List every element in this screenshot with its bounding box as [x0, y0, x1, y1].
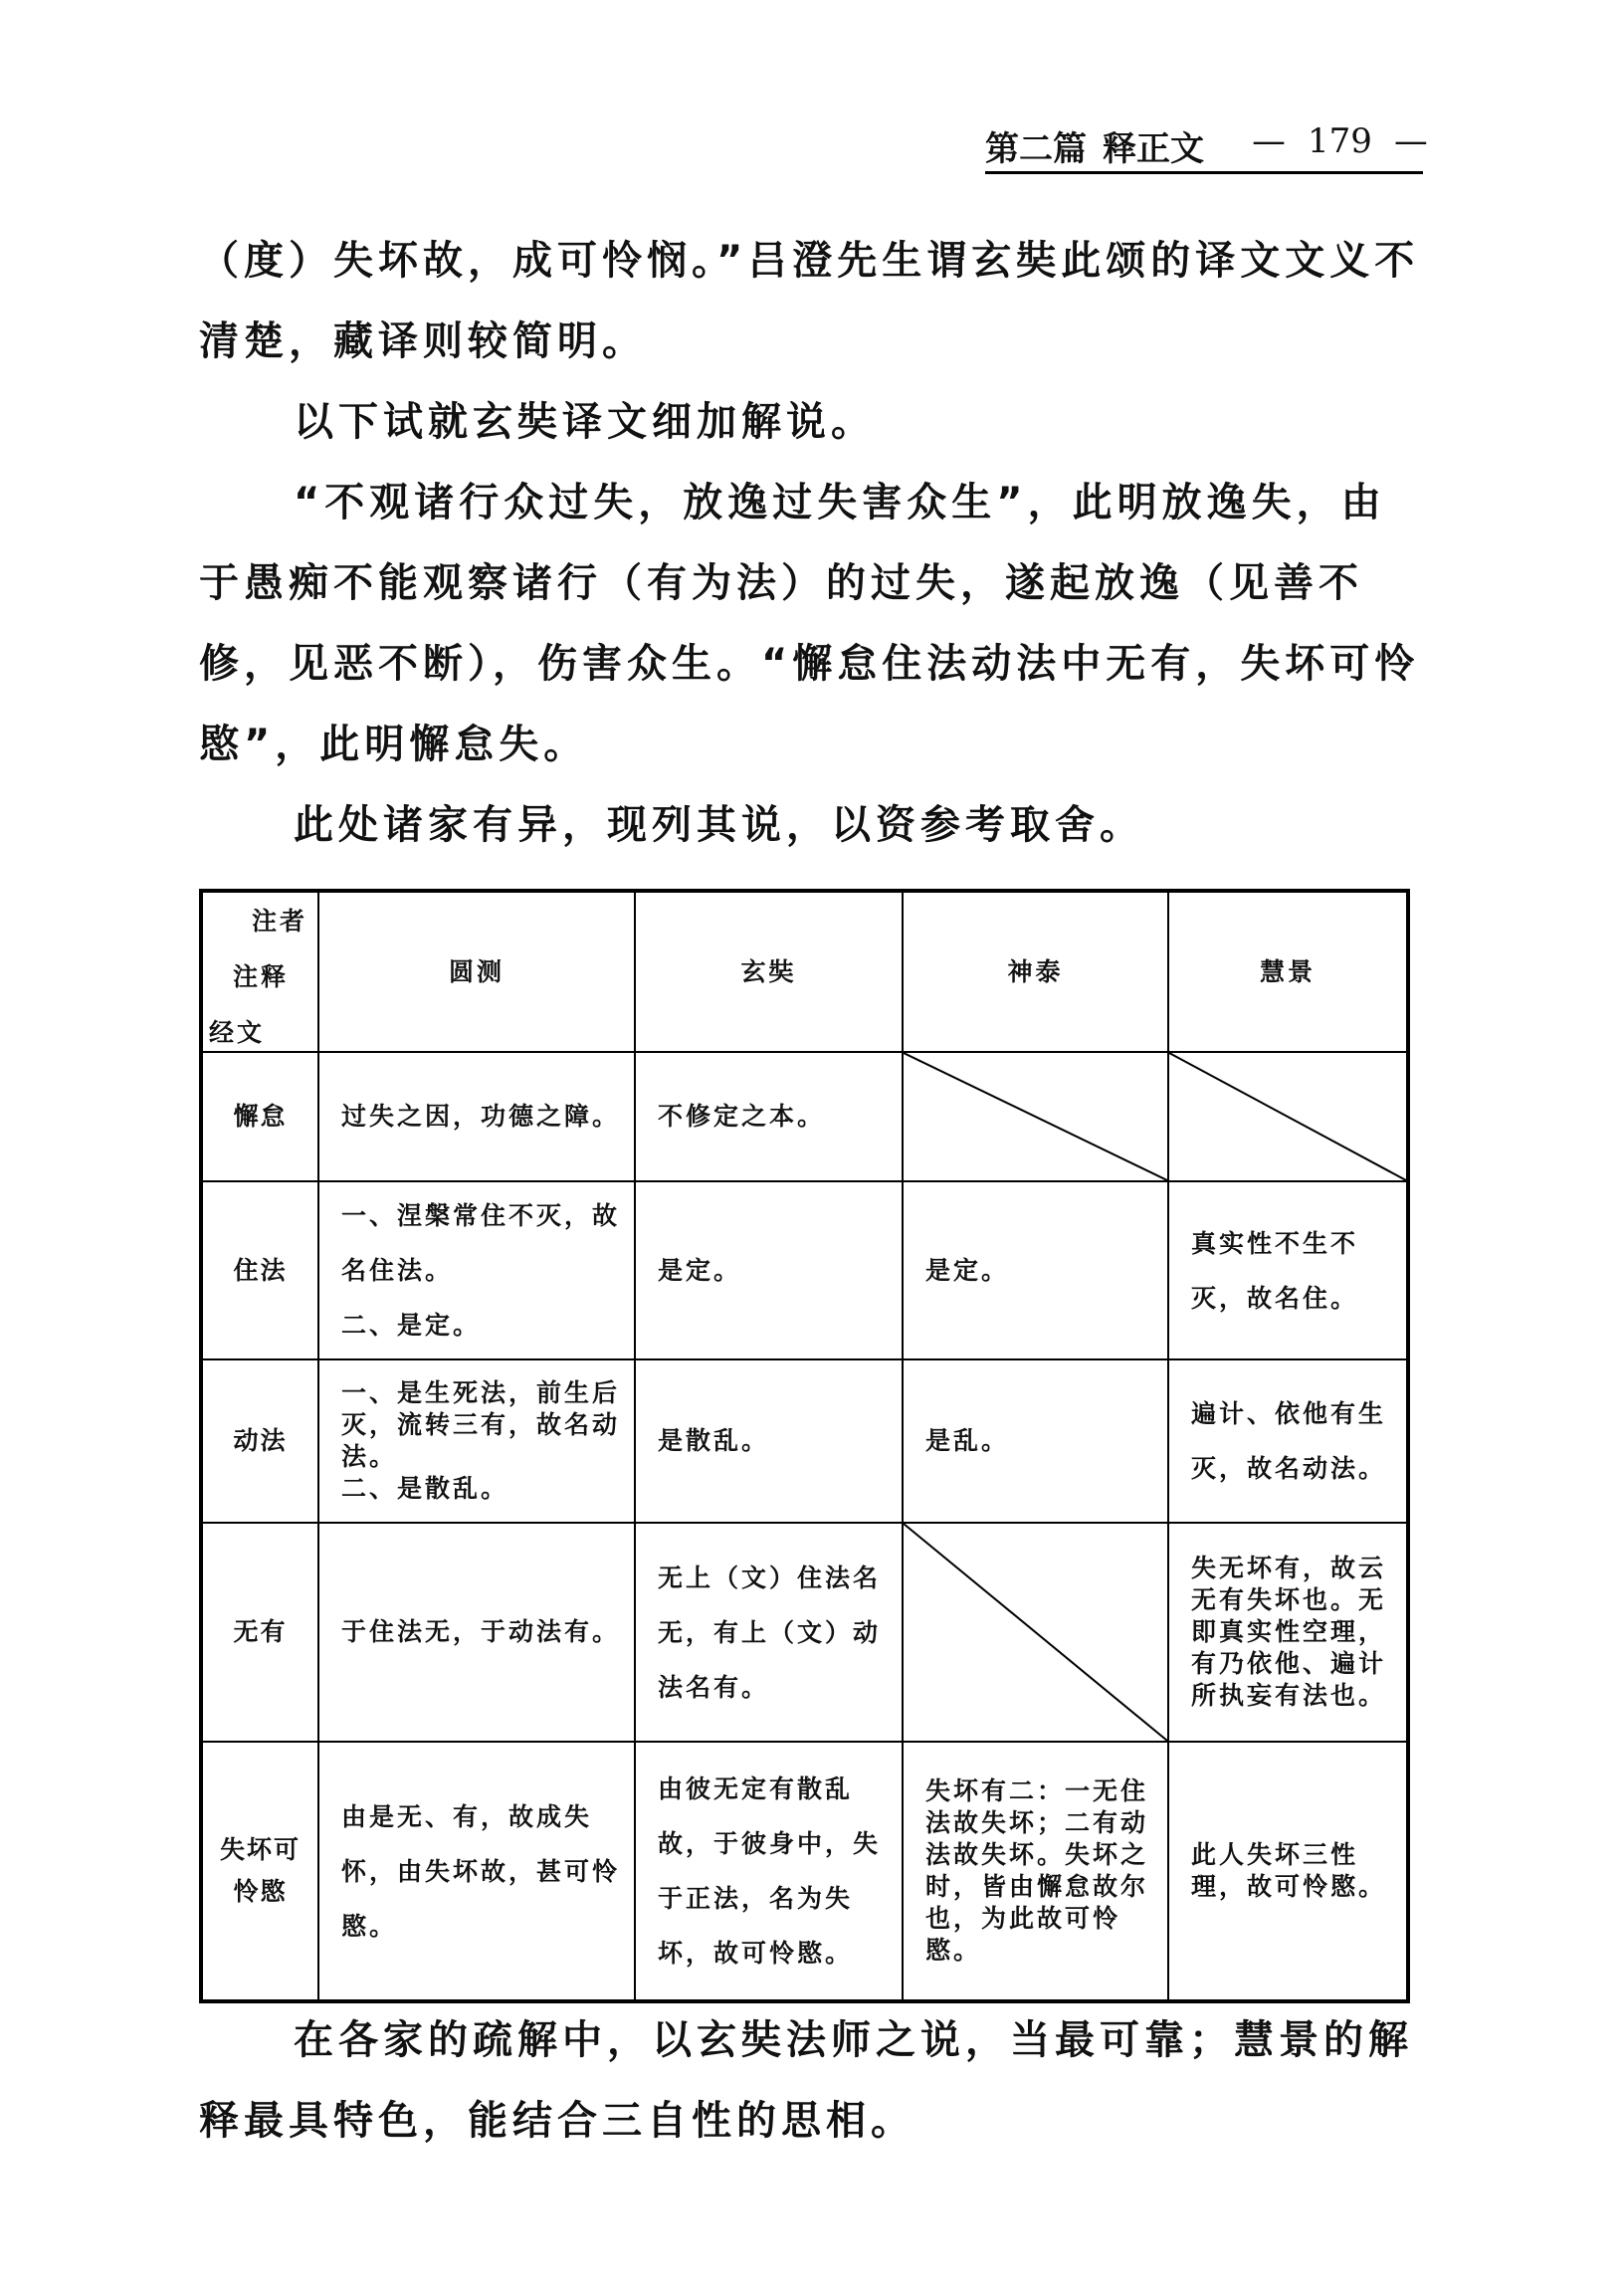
empty-cell-diagonal: [903, 1052, 1168, 1181]
section-title: 释正文: [1103, 129, 1204, 169]
corner-commentator: 注者: [251, 907, 307, 936]
table-cell: 于住法无，于动法有。: [318, 1523, 635, 1742]
table-cell: 是定。: [635, 1181, 903, 1359]
empty-cell-diagonal: [1168, 1052, 1408, 1181]
table-cell: 失坏有二：一无住法故失坏；二有动法故失坏。失坏之时，皆由懈怠故尔也，为此故可怜愍。: [903, 1742, 1168, 2001]
table-cell: 是定。: [903, 1181, 1168, 1359]
corner-annotation: 注释: [233, 962, 290, 991]
diagonal-line: [904, 1524, 1167, 1741]
row-label: 动法: [201, 1359, 318, 1523]
table-cell: 一、是生死法，前生后灭，流转三有，故名动法。 二、是散乱。: [318, 1359, 635, 1523]
table-cell: 一、涅槃常住不灭，故名住法。 二、是定。: [318, 1181, 635, 1359]
column-header: 慧景: [1168, 891, 1408, 1052]
paragraph-2: 以下试就玄奘译文细加解说。: [294, 399, 876, 445]
table-cell: 不修定之本。: [635, 1052, 903, 1181]
running-header: [985, 121, 1428, 171]
table-row: [201, 1181, 1408, 1359]
table-cell: 是乱。: [903, 1359, 1168, 1523]
table-header-row: [201, 891, 1408, 1052]
paragraph-4: 此处诸家有异，现列其说，以资参考取舍。: [294, 802, 1144, 848]
table-cell: 由是无、有，故成失怀，由失坏故，甚可怜愍。: [318, 1742, 635, 2001]
row-label: 无有: [201, 1523, 318, 1742]
column-header: 玄奘: [635, 891, 903, 1052]
page-number: 179: [1308, 121, 1372, 161]
table-cell: 失无坏有，故云无有失坏也。无即真实性空理，有乃依他、遍计所执妄有法也。: [1168, 1523, 1408, 1742]
corner-cell: [201, 891, 318, 1052]
column-header: 神泰: [903, 891, 1168, 1052]
empty-cell-diagonal: [903, 1523, 1168, 1742]
corner-sutra-text: 经文: [209, 1018, 266, 1047]
table-row: [201, 1523, 1408, 1742]
table-cell: 此人失坏三性理，故可怜愍。: [1168, 1742, 1408, 2001]
section-label: 第二篇: [985, 129, 1087, 169]
diagonal-line: [904, 1053, 1167, 1180]
table-cell: 遍计、依他有生灭，故名动法。: [1168, 1359, 1408, 1523]
table-row: [201, 1052, 1408, 1181]
column-header: 圆测: [318, 891, 635, 1052]
table-cell: 由彼无定有散乱故，于彼身中，失于正法，名为失坏，故可怜愍。: [635, 1742, 903, 2001]
commentary-comparison-table: [199, 889, 1410, 2003]
table-row: [201, 1359, 1408, 1523]
page-dash-right: —: [1393, 121, 1428, 161]
table-cell: 是散乱。: [635, 1359, 903, 1523]
row-label: 失坏可怜愍: [201, 1742, 318, 2001]
table-row: [201, 1742, 1408, 2001]
paragraph-1: （度）失坏故，成可怜悯。”吕澄先生谓玄奘此颂的译文文义不清楚，藏译则较简明。: [199, 238, 1420, 364]
diagonal-line: [1169, 1053, 1406, 1180]
row-label: 懈怠: [201, 1052, 318, 1181]
paragraph-3: “不观诸行众过失，放逸过失害众生”，此明放逸失，由于愚痴不能观察诸行（有为法）的过失，遂起放逸（见善不修，见恶不断），伤害众生。“懈怠住法动法中无有，失坏可怜愍”，此明懈怠失。: [199, 480, 1420, 767]
page-dash-left: —: [1252, 121, 1286, 161]
header-rule: [985, 171, 1423, 174]
table-cell: 真实性不生不灭，故名住。: [1168, 1181, 1408, 1359]
table-cell: 过失之因，功德之障。: [318, 1052, 635, 1181]
table-cell: 无上（文）住法名无，有上（文）动法名有。: [635, 1523, 903, 1742]
row-label: 住法: [201, 1181, 318, 1359]
paragraph-5: 在各家的疏解中，以玄奘法师之说，当最可靠；慧景的解释最具特色，能结合三自性的思相。: [199, 2017, 1413, 2144]
